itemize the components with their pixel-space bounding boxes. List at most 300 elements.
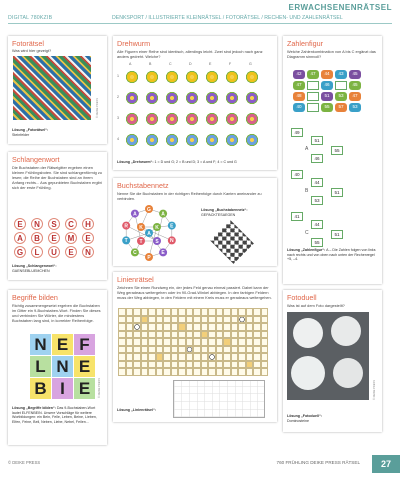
linienraetsel-cell [118, 308, 126, 316]
linienraetsel-cell [126, 368, 134, 376]
zahlenfigur-solution: Lösung „Zahlenfigur“: A – Die Zahlen folgen von links nach rechts und von oben nach unten der Rechenregel +5, –4. [287, 248, 376, 262]
linienraetsel-cell [186, 368, 194, 376]
drehwurm-figure [185, 112, 199, 126]
linienraetsel-cell [238, 361, 246, 369]
linienraetsel-cell [186, 316, 194, 324]
zahlenfigur-cell: 47 [349, 92, 361, 101]
linienraetsel-cell [156, 346, 164, 354]
drehwurm-figure [145, 133, 159, 147]
zahlenfigur-cell: 51 [321, 92, 333, 101]
card-linienraetsel [113, 272, 277, 422]
drehwurm-figure [245, 133, 259, 147]
linienraetsel-cell [171, 308, 179, 316]
begriffe-letter: E [74, 356, 95, 377]
linienraetsel-cell [126, 331, 134, 339]
linienraetsel-cell [178, 331, 186, 339]
drehwurm-figure [245, 70, 259, 84]
linienraetsel-cell [178, 361, 186, 369]
linienraetsel-cell [261, 316, 269, 324]
linienraetsel-cell [216, 323, 224, 331]
zahlenfigur-option-value: 49 [291, 128, 303, 137]
linienraetsel-cell [231, 361, 239, 369]
buchstabennetz-text: Nenne Sie die Buchstaben in der richtigen Reihenfolge durch Kanten aneinander zu verbinden. [117, 191, 262, 201]
zahlenfigur-cell: 53 [335, 92, 347, 101]
linienraetsel-cell [178, 308, 186, 316]
linienraetsel-cell [261, 361, 269, 369]
linienraetsel-cell [141, 338, 149, 346]
linienraetsel-cell [148, 353, 156, 361]
begriffe-grid [30, 334, 96, 400]
drehwurm-col-label: G [249, 62, 252, 66]
zahlenfigur-cell: 46 [321, 81, 333, 90]
linienraetsel-cell [216, 368, 224, 376]
begriffe-letter: I [52, 378, 73, 399]
zahlenfigur-option-value: 55 [311, 238, 323, 247]
linienraetsel-cell [148, 308, 156, 316]
linienraetsel-cell [163, 361, 171, 369]
linienraetsel-cell [171, 316, 179, 324]
linienraetsel-cell [148, 368, 156, 376]
drehwurm-figure [165, 133, 179, 147]
linienraetsel-cell [118, 323, 126, 331]
drehwurm-text: Alle Figuren einer Reihe sind identisch, allerdings leicht. Zwei sind jedoch nach ganz anders gedreht. Welche? [117, 49, 263, 59]
linienraetsel-text: Zeichnen Sie einen Rundweg ein, der jedes Feld genau einmal passiert. Dabei kann der Weg geradeaus weitergehen oder im 90-Grad-Winkel abbiegen. In den farbigen Feldern muss der Weg abbiegen, in den Feldern mit einem Kreis muss er geradeaus weitergehen. [117, 285, 272, 300]
drehwurm-grid [117, 62, 273, 154]
linienraetsel-cell [193, 316, 201, 324]
schlangenwort-letter: N [31, 218, 43, 230]
linienraetsel-cell [133, 353, 141, 361]
drehwurm-figure [145, 91, 159, 105]
net-letter: K [155, 224, 159, 231]
net-letter: A [147, 230, 151, 237]
zahlenfigur-option-value: 51 [331, 188, 343, 197]
zahlenfigur-text: Welche Zahlenkombination von A bis C ergänzt das Diagramm sinnvoll? [287, 49, 376, 59]
linienraetsel-cell [238, 316, 246, 324]
zahlenfigur-cell: 44 [321, 70, 333, 79]
linienraetsel-cell [208, 331, 216, 339]
linienraetsel-cell [201, 308, 209, 316]
linienraetsel-cell [178, 368, 186, 376]
drehwurm-row-label: 2 [117, 95, 119, 99]
drehwurm-figure [205, 112, 219, 126]
zahlenfigur-cell: 40 [293, 103, 305, 112]
linienraetsel-cell [238, 346, 246, 354]
linienraetsel-cell [156, 323, 164, 331]
linienraetsel-cell [216, 361, 224, 369]
zahlenfigur-cell: 48 [293, 92, 305, 101]
linienraetsel-cell [253, 346, 261, 354]
begriffe-copyright: © DEIKE PRESS [98, 378, 101, 398]
linienraetsel-cell [141, 353, 149, 361]
linienraetsel-cell [223, 368, 231, 376]
linienraetsel-cell [186, 353, 194, 361]
linienraetsel-cell [163, 338, 171, 346]
fotoduell-solution: Lösung „Fotoduell“: Dominosteine [287, 414, 322, 423]
linienraetsel-cell [223, 323, 231, 331]
drehwurm-figure [185, 70, 199, 84]
linienraetsel-cell [201, 353, 209, 361]
linienraetsel-cell [186, 338, 194, 346]
zahlenfigur-option-value: 53 [311, 196, 323, 205]
linienraetsel-cell [253, 323, 261, 331]
schlangenwort-grid [14, 218, 100, 260]
linienraetsel-cell [141, 346, 149, 354]
linienraetsel-cell [171, 338, 179, 346]
linienraetsel-solution-grid [173, 380, 265, 418]
fotoraetsel-question: Was wird hier gezeigt? [12, 48, 52, 53]
linienraetsel-cell [126, 353, 134, 361]
linienraetsel-cell [201, 331, 209, 339]
net-letter: E [161, 250, 165, 257]
linienraetsel-cell [118, 353, 126, 361]
linienraetsel-cell [246, 346, 254, 354]
net-letter: G [147, 206, 151, 213]
net-letter: N [170, 238, 174, 245]
zahlenfigur-grid [287, 70, 367, 122]
linienraetsel-cell [141, 361, 149, 369]
linienraetsel-cell [118, 331, 126, 339]
begriffe-letter: N [30, 334, 51, 355]
linienraetsel-cell [246, 361, 254, 369]
begriffe-letter: N [52, 356, 73, 377]
drehwurm-figure [205, 91, 219, 105]
linienraetsel-cell [216, 331, 224, 339]
linienraetsel-cell [156, 368, 164, 376]
linienraetsel-cell [133, 338, 141, 346]
linienraetsel-cell [208, 308, 216, 316]
schlangenwort-solution: Lösung „Schlangenwort“: GAENSEBLUEMCHEN [12, 264, 57, 273]
drehwurm-figure [225, 112, 239, 126]
linienraetsel-cell [208, 316, 216, 324]
linienraetsel-cell [133, 308, 141, 316]
linienraetsel-cell [171, 331, 179, 339]
linienraetsel-cell [178, 353, 186, 361]
linienraetsel-cell [208, 353, 216, 361]
linienraetsel-solution: Lösung „Linienrätsel“: [117, 408, 156, 412]
linienraetsel-cell [231, 331, 239, 339]
linienraetsel-cell [193, 323, 201, 331]
card-begriffe-bilden [8, 290, 107, 445]
linienraetsel-cell [126, 316, 134, 324]
linienraetsel-cell [253, 308, 261, 316]
linienraetsel-cell [141, 368, 149, 376]
linienraetsel-cell [171, 368, 179, 376]
zahlenfigur-cell [335, 81, 347, 90]
linienraetsel-cell [186, 361, 194, 369]
net-letter: A [161, 211, 165, 218]
schlangenwort-letter: E [48, 232, 60, 244]
linienraetsel-cell [246, 338, 254, 346]
schlangenwort-letter: U [48, 246, 60, 258]
net-letter: R [124, 223, 128, 230]
begriffe-letter: E [74, 378, 95, 399]
linienraetsel-cell [246, 316, 254, 324]
net-letter: T [139, 238, 143, 245]
fotoduell-copyright: © DEIKE PRESS [373, 380, 376, 400]
zahlenfigur-cell [307, 81, 319, 90]
linienraetsel-cell [186, 323, 194, 331]
fotoraetsel-solution: Lösung „Fotorätsel“: Steinfelder [12, 128, 49, 137]
card-zahlenfigur [283, 36, 382, 284]
linienraetsel-cell [246, 331, 254, 339]
linienraetsel-cell [231, 323, 239, 331]
linienraetsel-cell [246, 323, 254, 331]
linienraetsel-cell [208, 368, 216, 376]
zahlenfigur-option-value: 40 [291, 170, 303, 179]
zahlenfigur-option-value: 55 [331, 146, 343, 155]
zahlenfigur-option-value: 46 [311, 154, 323, 163]
drehwurm-figure [145, 70, 159, 84]
linienraetsel-cell [148, 323, 156, 331]
zahlenfigur-cell: 47 [293, 81, 305, 90]
linienraetsel-cell [133, 361, 141, 369]
zahlenfigur-option-value: 44 [311, 220, 323, 229]
zahlenfigur-title: Zahlenfigur [287, 39, 323, 48]
linienraetsel-cell [141, 308, 149, 316]
zahlenfigur-option-label: B [305, 188, 309, 194]
linienraetsel-cell [148, 338, 156, 346]
linienraetsel-cell [201, 338, 209, 346]
drehwurm-figure [145, 112, 159, 126]
drehwurm-figure [165, 70, 179, 84]
page-title: ERWACHSENENRÄTSEL [288, 3, 392, 12]
schlangenwort-letter: S [48, 218, 60, 230]
linienraetsel-cell [133, 323, 141, 331]
zahlenfigur-option-value: 51 [311, 136, 323, 145]
linienraetsel-cell [261, 323, 269, 331]
header-categories: DENKSPORT / ILLUSTRIERTE KLEINRÄTSEL / FOTORÄTSEL / RECHEN- UND ZAHLENRÄTSEL [112, 15, 343, 21]
schlangenwort-letter: E [65, 246, 77, 258]
linienraetsel-cell [261, 368, 269, 376]
schlangenwort-letter: H [82, 218, 94, 230]
zahlenfigur-cell: 42 [293, 70, 305, 79]
zahlenfigur-options [287, 124, 367, 264]
footer-copyright: © DEIKE PRESS [8, 460, 41, 465]
linienraetsel-cell [118, 368, 126, 376]
schlangenwort-letter: M [65, 232, 77, 244]
linienraetsel-cell [253, 353, 261, 361]
linienraetsel-cell [246, 368, 254, 376]
linienraetsel-cell [261, 346, 269, 354]
drehwurm-figure [225, 70, 239, 84]
drehwurm-figure [165, 91, 179, 105]
drehwurm-figure [165, 112, 179, 126]
linienraetsel-cell [223, 316, 231, 324]
linienraetsel-cell [178, 323, 186, 331]
header-code: DIGITAL 780KZIB [8, 15, 53, 21]
linienraetsel-cell [163, 353, 171, 361]
drehwurm-figure [125, 70, 139, 84]
header-divider [8, 23, 392, 24]
linienraetsel-cell [118, 338, 126, 346]
zahlenfigur-cell: 43 [335, 70, 347, 79]
drehwurm-row-label: 3 [117, 116, 119, 120]
linienraetsel-cell [163, 346, 171, 354]
net-letter: S [155, 238, 159, 245]
linienraetsel-cell [186, 346, 194, 354]
linienraetsel-cell [148, 331, 156, 339]
fotoraetsel-copyright: © DEIKE PRESS [96, 98, 99, 118]
linienraetsel-cell [133, 331, 141, 339]
zahlenfigur-cell [307, 103, 319, 112]
linienraetsel-cell [208, 338, 216, 346]
linienraetsel-cell [156, 308, 164, 316]
linienraetsel-cell [193, 361, 201, 369]
schlangenwort-letter: E [14, 218, 26, 230]
begriffe-letter: L [30, 356, 51, 377]
linienraetsel-cell [148, 361, 156, 369]
drehwurm-figure [185, 91, 199, 105]
drehwurm-figure [225, 91, 239, 105]
linienraetsel-title: Linienrätsel [117, 275, 154, 284]
begriffe-solution: Lösung „Begriffe bilden“: Das 9-Buchstaben-Wort lautet ELFENBEIN. Unsere Vorschläge für weitere Wortbildungen: ein Bein, Felle, Leben, Beine, Lieben, Elfen, Feine, Beil, Neben, Liebe, Nebel, Feilen... [12, 406, 97, 424]
begriffe-text: Richtig zusammengesetzt ergeben die Buchstaben im Gitter ein 9-Buchstaben-Wort. Finden Sie dieses und verbinden Sie Wörter, die mindestens Buchstaben lang sind, in korrekter Reihenfolge. [12, 303, 101, 323]
linienraetsel-cell [141, 331, 149, 339]
linienraetsel-cell [171, 353, 179, 361]
linienraetsel-cell [216, 338, 224, 346]
linienraetsel-cell [133, 346, 141, 354]
card-fotoduell [283, 290, 382, 432]
zahlenfigur-option-value: 41 [291, 212, 303, 221]
net-letter: C [133, 250, 137, 257]
fotoraetsel-image [13, 56, 91, 120]
linienraetsel-cell [261, 308, 269, 316]
footer-series: 760 FRÜHLING DEIKE PRESS RÄTSEL [276, 460, 360, 465]
linienraetsel-cell [148, 346, 156, 354]
zahlenfigur-cell: 57 [335, 103, 347, 112]
drehwurm-col-label: E [209, 62, 212, 66]
linienraetsel-grid [118, 308, 268, 378]
schlangenwort-letter: L [31, 246, 43, 258]
linienraetsel-cell [178, 346, 186, 354]
fotoraetsel-title: Fotorätsel [12, 39, 44, 48]
drehwurm-figure [125, 91, 139, 105]
linienraetsel-cell [193, 331, 201, 339]
linienraetsel-cell [186, 331, 194, 339]
linienraetsel-cell [246, 308, 254, 316]
schlangenwort-letter: G [14, 246, 26, 258]
linienraetsel-cell [163, 331, 171, 339]
zahlenfigur-option-value: 51 [331, 230, 343, 239]
linienraetsel-cell [238, 353, 246, 361]
linienraetsel-cell [178, 338, 186, 346]
card-fotoraetsel [8, 36, 107, 144]
zahlenfigur-option-label: A [305, 146, 309, 152]
fotoduell-question: Was ist auf dem Foto dargestellt? [287, 303, 345, 308]
linienraetsel-cell [223, 353, 231, 361]
linienraetsel-cell [216, 308, 224, 316]
linienraetsel-cell [201, 368, 209, 376]
linienraetsel-cell [193, 368, 201, 376]
begriffe-letter: B [30, 378, 51, 399]
linienraetsel-cell [238, 308, 246, 316]
linienraetsel-cell [201, 316, 209, 324]
linienraetsel-cell [231, 368, 239, 376]
linienraetsel-cell [171, 346, 179, 354]
drehwurm-figure [205, 133, 219, 147]
zahlenfigur-cell [307, 92, 319, 101]
drehwurm-title: Drehwurm [117, 39, 151, 48]
linienraetsel-cell [156, 316, 164, 324]
begriffe-title: Begriffe bilden [12, 293, 58, 302]
drehwurm-figure [125, 112, 139, 126]
linienraetsel-cell [231, 338, 239, 346]
linienraetsel-cell [261, 338, 269, 346]
linienraetsel-cell [163, 308, 171, 316]
linienraetsel-cell [118, 346, 126, 354]
card-schlangenwort [8, 152, 107, 280]
drehwurm-solution: Lösung „Drehwurm“: 1 = D und G; 2 = B und D; 3 = A und F; 4 = C und G [117, 160, 237, 164]
drehwurm-figure [125, 133, 139, 147]
begriffe-letter: F [74, 334, 95, 355]
linienraetsel-cell [193, 346, 201, 354]
drehwurm-col-label: A [129, 62, 132, 66]
linienraetsel-cell [126, 338, 134, 346]
linienraetsel-cell [148, 316, 156, 324]
linienraetsel-cell [216, 353, 224, 361]
zahlenfigur-cell: 45 [349, 81, 361, 90]
buchstabennetz-solution-grid [210, 220, 254, 264]
linienraetsel-cell [253, 361, 261, 369]
linienraetsel-cell [223, 331, 231, 339]
linienraetsel-cell [261, 331, 269, 339]
begriffe-letter: E [52, 334, 73, 355]
card-drehwurm [113, 36, 277, 170]
drehwurm-col-label: B [149, 62, 152, 66]
linienraetsel-cell [238, 338, 246, 346]
drehwurm-figure [185, 133, 199, 147]
linienraetsel-cell [201, 323, 209, 331]
net-letter: E [170, 223, 174, 230]
buchstabennetz-solution: Lösung „Buchstabennetz“: GEPACKTESAEGEN [201, 208, 248, 217]
linienraetsel-cell [231, 308, 239, 316]
buchstabennetz-diagram [117, 202, 197, 264]
schlangenwort-letter: E [82, 232, 94, 244]
linienraetsel-cell [238, 368, 246, 376]
linienraetsel-cell [223, 308, 231, 316]
linienraetsel-cell [163, 368, 171, 376]
drehwurm-figure [245, 112, 259, 126]
linienraetsel-cell [171, 323, 179, 331]
linienraetsel-cell [178, 316, 186, 324]
drehwurm-figure [245, 91, 259, 105]
page-number: 27 [372, 455, 400, 473]
drehwurm-row-label: 1 [117, 74, 119, 78]
zahlenfigur-cell: 47 [307, 70, 319, 79]
drehwurm-figure [225, 133, 239, 147]
linienraetsel-cell [171, 361, 179, 369]
linienraetsel-cell [208, 346, 216, 354]
linienraetsel-cell [238, 323, 246, 331]
linienraetsel-cell [126, 361, 134, 369]
linienraetsel-cell [118, 361, 126, 369]
linienraetsel-cell [156, 353, 164, 361]
linienraetsel-cell [231, 316, 239, 324]
linienraetsel-cell [231, 353, 239, 361]
linienraetsel-cell [216, 346, 224, 354]
linienraetsel-cell [261, 353, 269, 361]
linienraetsel-cell [223, 338, 231, 346]
drehwurm-row-label: 4 [117, 137, 119, 141]
drehwurm-col-label: D [189, 62, 192, 66]
buchstabennetz-title: Buchstabennetz [117, 181, 169, 190]
schlangenwort-text: Die Buchstaben der Rätselgitter ergeben einen kleinen Frühlingsboten. Sie sind schlangenförmig zu lesen; die Reihe der Buchstaben sind an ihrem Anfang rechts... Aus gepunkteten Buchstaben ergibt sich der erste Frühling. [12, 165, 102, 190]
linienraetsel-cell [193, 338, 201, 346]
drehwurm-col-label: F [229, 62, 232, 66]
linienraetsel-cell [238, 331, 246, 339]
linienraetsel-cell [141, 316, 149, 324]
linienraetsel-cell [201, 361, 209, 369]
